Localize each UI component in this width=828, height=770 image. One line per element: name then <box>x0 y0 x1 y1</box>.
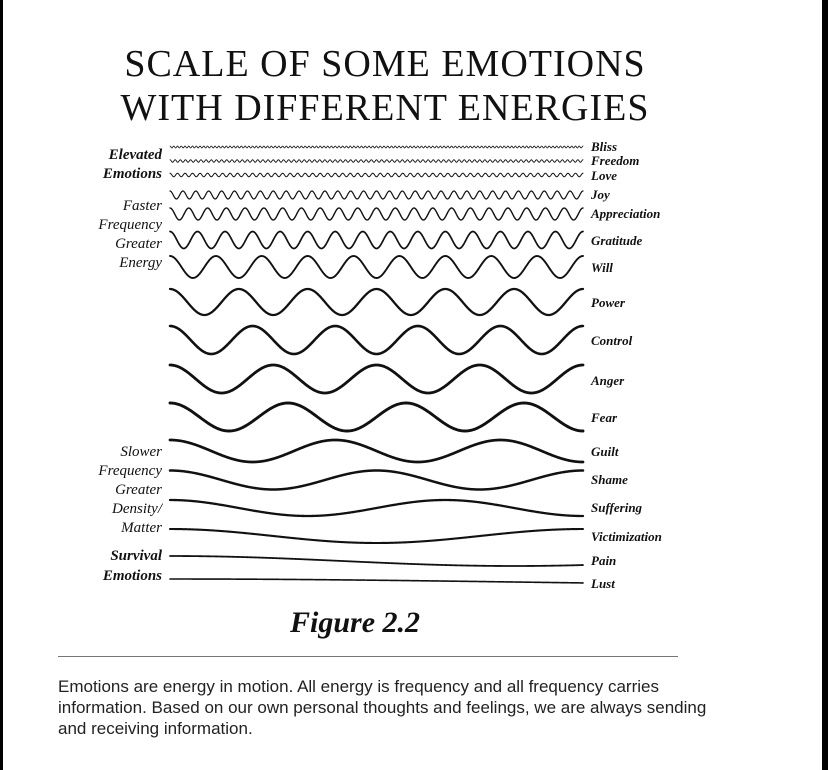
emotion-label-anger: Anger <box>591 373 625 388</box>
wave-lust <box>170 579 583 583</box>
emotion-label-control: Control <box>591 333 633 348</box>
wave-will <box>170 256 583 278</box>
emotion-label-shame: Shame <box>591 472 628 487</box>
title-line-1: SCALE OF SOME EMOTIONS <box>124 43 646 85</box>
left-label-energy: Energy <box>119 255 162 271</box>
emotion-label-power: Power <box>591 295 625 310</box>
emotion-label-guilt: Guilt <box>591 444 619 459</box>
left-label-survival-emotions: Emotions <box>102 568 162 584</box>
wave-victimization <box>170 529 583 543</box>
emotion-label-joy: Joy <box>591 187 610 202</box>
wave-power <box>170 289 583 315</box>
emotion-label-will: Will <box>591 260 613 275</box>
title-line-2: WITH DIFFERENT ENERGIES <box>120 87 650 129</box>
left-label-survival: Survival <box>110 548 162 564</box>
left-label-matter: Matter <box>121 520 162 536</box>
emotion-label-lust: Lust <box>591 576 615 591</box>
left-label-faster: Faster <box>122 198 162 214</box>
wave-lines <box>170 146 583 583</box>
left-label-elevated-emotions: Emotions <box>102 166 162 182</box>
emotion-label-suffering: Suffering <box>591 500 643 515</box>
emotion-label-appreciation: Appreciation <box>591 206 661 221</box>
wave-guilt <box>170 440 583 462</box>
left-label-faster-frequency: Frequency <box>98 217 162 233</box>
wave-pain <box>170 556 583 566</box>
figure-caption: Figure 2.2 <box>290 606 421 639</box>
left-label-elevated: Elevated <box>108 147 162 163</box>
wave-freedom <box>170 160 583 163</box>
emotion-label-freedom: Freedom <box>591 153 640 168</box>
wave-control <box>170 326 583 354</box>
emotion-label-victimization: Victimization <box>591 529 662 544</box>
left-label-density: Density/ <box>112 501 162 517</box>
left-label-slower: Slower <box>120 444 162 460</box>
left-label-greater: Greater <box>115 236 162 252</box>
wave-suffering <box>170 500 583 516</box>
wave-shame <box>170 471 583 490</box>
wave-anger <box>170 365 583 393</box>
wave-love <box>170 173 583 177</box>
emotion-label-bliss: Bliss <box>591 139 618 154</box>
divider-line <box>58 656 678 657</box>
wave-bliss <box>170 146 583 148</box>
left-label-slower-frequency: Frequency <box>98 463 162 479</box>
wave-appreciation <box>170 208 583 220</box>
emotion-label-love: Love <box>591 168 617 183</box>
wave-joy <box>170 191 583 199</box>
wave-fear <box>170 403 583 431</box>
emotion-label-fear: Fear <box>591 410 617 425</box>
emotion-label-gratitude: Gratitude <box>591 233 643 248</box>
left-label-slower-greater: Greater <box>115 482 162 498</box>
body-paragraph: Emotions are energy in motion. All energy is frequency and all frequency carries information. Based on our own personal thoughts and feelings, we are always sending and receiving information. <box>58 677 707 738</box>
emotion-label-pain: Pain <box>591 553 617 568</box>
wave-gratitude <box>170 232 583 249</box>
